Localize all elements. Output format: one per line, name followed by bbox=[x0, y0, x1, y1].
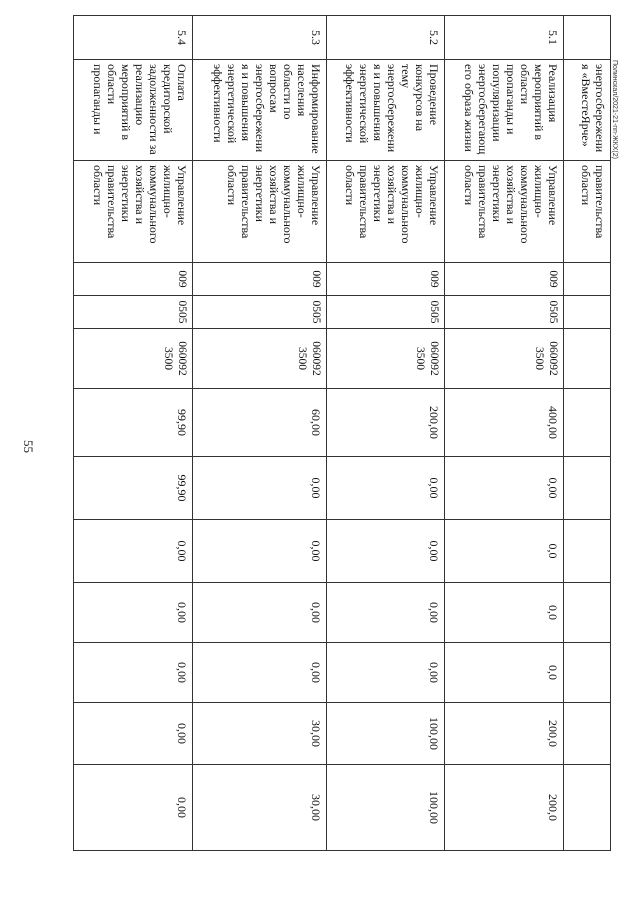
cell-executor: Управление жилищно-коммунального хозяйства и энергетики правительства области bbox=[74, 161, 193, 263]
cell-year-4: 0,00 bbox=[326, 643, 445, 703]
cell-no: 5.3 bbox=[192, 16, 326, 60]
cell-csr: 060092 3500 bbox=[192, 329, 326, 389]
cell-csr: 060092 3500 bbox=[445, 329, 564, 389]
cell-name: Информирование населения области по вопросам энергосбережени я и повышения энергетической эффективности bbox=[192, 60, 326, 161]
page-number: 55 bbox=[21, 440, 36, 453]
table-row bbox=[74, 16, 193, 851]
cell-year-5: 100,00 bbox=[326, 703, 445, 765]
cell-grbs: 009 bbox=[74, 263, 193, 296]
cell-rzpr: 0505 bbox=[74, 296, 193, 329]
cell-executor: правительства области bbox=[564, 161, 611, 263]
cell-executor: Управление жилищно-коммунального хозяйства и энергетики правительства области bbox=[192, 161, 326, 263]
cell-total: 99,90 bbox=[74, 389, 193, 457]
cell-rzpr: 0505 bbox=[445, 296, 564, 329]
cell-no: 5.4 bbox=[74, 16, 193, 60]
cell-year-1: 99,90 bbox=[74, 457, 193, 520]
cell-name: Оплата кредиторской задолженности за реализацию мероприятий в области пропаганды и bbox=[74, 60, 193, 161]
table-row bbox=[326, 16, 445, 851]
cell-year-3: 0,0 bbox=[445, 583, 564, 643]
cell-year-3: 0,00 bbox=[74, 583, 193, 643]
cell-total: 60,00 bbox=[192, 389, 326, 457]
cell-year-5: 30,00 bbox=[192, 703, 326, 765]
cell-year-6: 200,0 bbox=[445, 765, 564, 851]
cell-grbs: 009 bbox=[326, 263, 445, 296]
cell-name: Проведение конкурсов на тему энергосбережени я и повышения энергетической эффективности bbox=[326, 60, 445, 161]
cell-year-1: 0,00 bbox=[445, 457, 564, 520]
cell-year-6: 100,00 bbox=[326, 765, 445, 851]
cell-year-4: 0,00 bbox=[74, 643, 193, 703]
cell-total: 200,00 bbox=[326, 389, 445, 457]
cell-year-1: 0,00 bbox=[192, 457, 326, 520]
cell-grbs: 009 bbox=[445, 263, 564, 296]
budget-table bbox=[73, 15, 611, 851]
cell-year-2: 0,00 bbox=[74, 520, 193, 583]
cell-no bbox=[564, 16, 611, 60]
cell-year-3: 0,00 bbox=[192, 583, 326, 643]
cell-year-4: 0,0 bbox=[445, 643, 564, 703]
cell-csr: 060092 3500 bbox=[74, 329, 193, 389]
table-row bbox=[445, 16, 564, 851]
cell-year-2: 0,00 bbox=[326, 520, 445, 583]
cell-executor: Управление жилищно-коммунального хозяйства и энергетики правительства области bbox=[326, 161, 445, 263]
cell-name: Реализация мероприятий в области пропаганды и популяризации энергосберегающ его образа жизни bbox=[445, 60, 564, 161]
rotated-table-wrapper bbox=[73, 15, 611, 850]
document-id: Полинскал/2021-21-пп-ЖКХ(2) bbox=[611, 60, 618, 159]
cell-grbs: 009 bbox=[192, 263, 326, 296]
table-row-header-continuation bbox=[564, 16, 611, 851]
cell-rzpr: 0505 bbox=[192, 296, 326, 329]
cell-year-6: 0,00 bbox=[74, 765, 193, 851]
cell-year-2: 0,0 bbox=[445, 520, 564, 583]
cell-total: 400,00 bbox=[445, 389, 564, 457]
cell-year-5: 200,0 bbox=[445, 703, 564, 765]
cell-no: 5.1 bbox=[445, 16, 564, 60]
cell-year-5: 0,00 bbox=[74, 703, 193, 765]
cell-csr: 060092 3500 bbox=[326, 329, 445, 389]
cell-no: 5.2 bbox=[326, 16, 445, 60]
table-row bbox=[192, 16, 326, 851]
cell-year-1: 0,00 bbox=[326, 457, 445, 520]
cell-name: энергосбережени я «ВместеЯрче» bbox=[564, 60, 611, 161]
cell-executor: Управление жилищно-коммунального хозяйства и энергетики правительства области bbox=[445, 161, 564, 263]
cell-year-4: 0,00 bbox=[192, 643, 326, 703]
cell-year-2: 0,00 bbox=[192, 520, 326, 583]
cell-rzpr: 0505 bbox=[326, 296, 445, 329]
cell-year-3: 0,00 bbox=[326, 583, 445, 643]
cell-year-6: 30,00 bbox=[192, 765, 326, 851]
